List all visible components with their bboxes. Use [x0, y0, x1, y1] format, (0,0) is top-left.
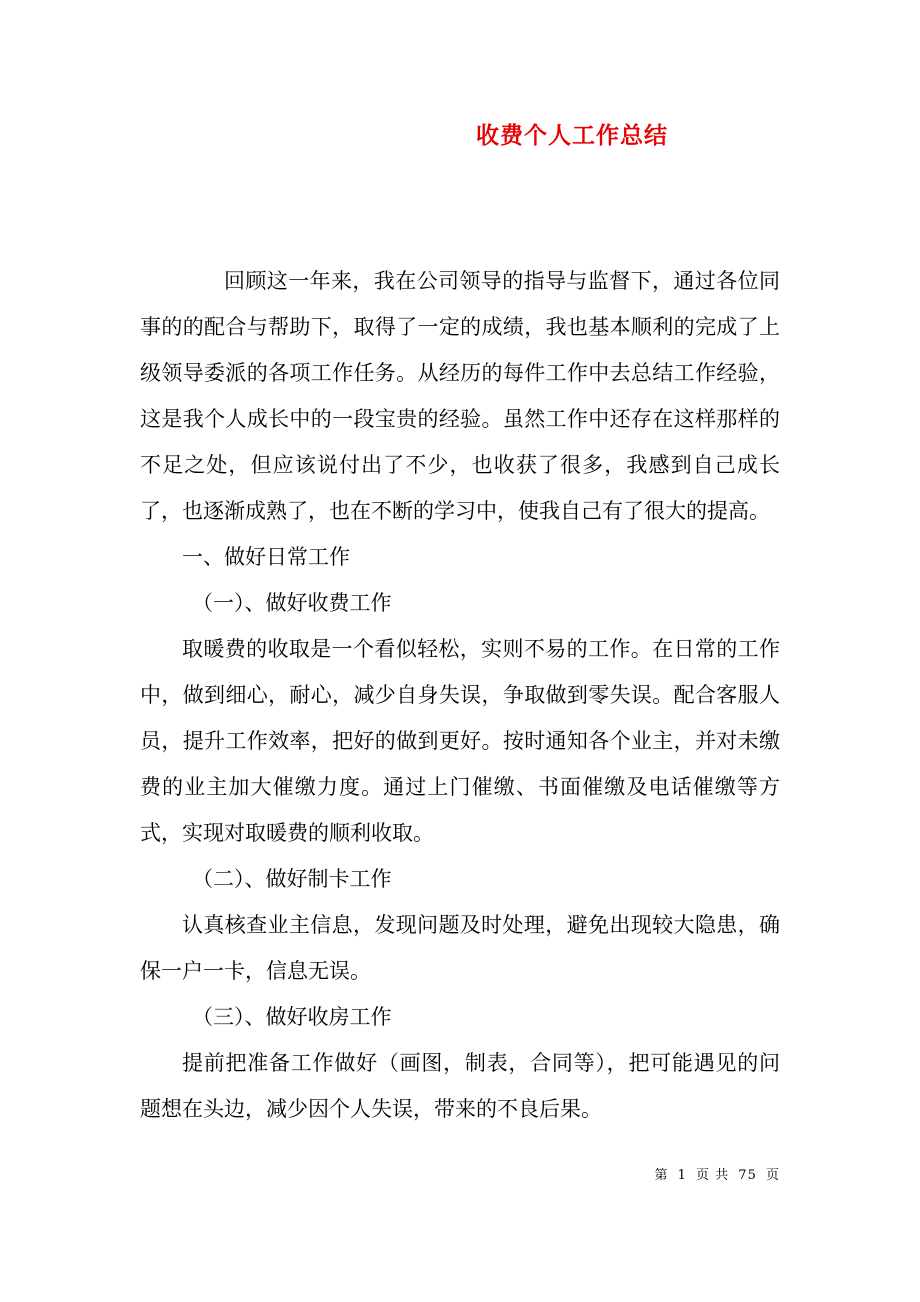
page-number-footer [0, 1164, 780, 1183]
current-page-number: 1 [677, 1168, 687, 1183]
page-label-prefix: 第 [654, 1168, 669, 1183]
subsection-heading-3: （三）、做好收房工作 [192, 1005, 392, 1029]
subsection-heading-2: （二）、做好制卡工作 [192, 867, 392, 891]
page-label-middle: 页 共 [696, 1168, 730, 1183]
section-heading-1: 一、做好日常工作 [182, 545, 350, 569]
paragraph-intro: 回顾这一年来，我在公司领导的指导与监督下，通过各位同事的的配合与帮助下，取得了一定的成绩，我也基本顺利的完成了上级领导委派的各项工作任务。从经历的每件工作中去总结工作经验，这是我个人成长中的一段宝贵的经验。虽然工作中还存在这样那样的不足之处，但应该说付出了不少，也收获了很多，我感到自己成长了，也逐渐成熟了，也在不断的学习中，使我自己有了很大的提高。 [140, 269, 780, 523]
paragraph-card-making: 认真核查业主信息，发现问题及时处理，避免出现较大隐患，确保一户一卡，信息无误。 [140, 913, 780, 983]
subsection-heading-1: （一）、做好收费工作 [192, 591, 392, 615]
paragraph-house-receiving: 提前把准备工作做好（画图，制表，合同等），把可能遇见的问题想在头边，减少因个人失误，带来的不良后果。 [140, 1051, 780, 1121]
total-pages-number: 75 [738, 1168, 757, 1183]
document-body [140, 258, 780, 1132]
document-title: 收费个人工作总结 [476, 122, 668, 149]
page-label-suffix: 页 [765, 1168, 780, 1183]
paragraph-fee-collection: 取暖费的收取是一个看似轻松，实则不易的工作。在日常的工作中，做到细心，耐心，减少自身失误，争取做到零失误。配合客服人员，提升工作效率，把好的做到更好。按时通知各个业主，并对未缴费的业主加大催缴力度。通过上门催缴、书面催缴及电话催缴等方式，实现对取暖费的顺利收取。 [140, 637, 780, 845]
